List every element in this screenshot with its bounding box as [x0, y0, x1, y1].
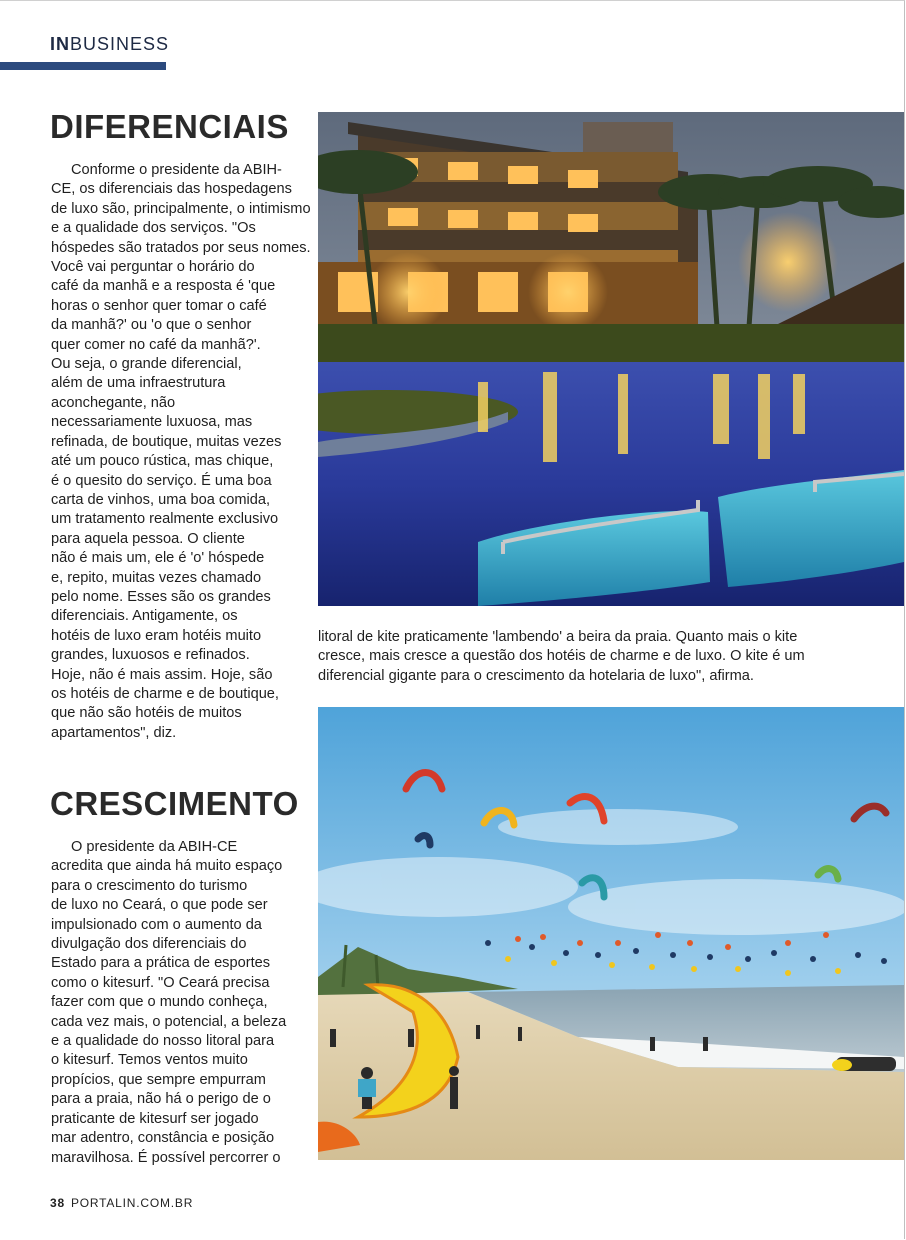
text-line: até um pouco rústica, mas chique, — [51, 453, 274, 470]
text-line: grandes, luxuosos e refinados. — [51, 647, 250, 664]
text-line: diferencial gigante para o crescimento da hotelaria de luxo", afirma. — [318, 667, 754, 684]
section-tag-bold: IN — [50, 34, 70, 54]
crescimento-heading: CRESCIMENTO — [50, 785, 299, 822]
text-line: propícios, que sempre empurram — [51, 1071, 266, 1088]
text-line: e, repito, muitas vezes chamado — [51, 569, 262, 586]
text-line: cada vez mais, o potencial, a beleza — [51, 1013, 287, 1030]
section-tag-bar — [0, 62, 166, 70]
text-line: e a qualidade dos serviços. "Os — [51, 220, 256, 237]
text-line: acredita que ainda há muito espaço — [51, 858, 283, 875]
text-line: além de uma infraestrutura — [51, 375, 226, 392]
text-line: e a qualidade do nosso litoral para — [51, 1033, 275, 1050]
text-line: impulsionado com o aumento da — [51, 916, 262, 933]
text-line: pelo nome. Esses são os grandes — [51, 588, 271, 605]
text-line: aconchegante, não — [51, 394, 176, 411]
text-line: que não são hotéis de muitos — [51, 705, 242, 722]
page-number: 38 — [50, 1196, 65, 1210]
text-line: para a praia, não há o perigo de o — [51, 1091, 271, 1108]
text-line: da manhã?' ou 'o que o senhor — [51, 317, 252, 334]
section-tag-rest: BUSINESS — [70, 34, 170, 54]
text-line: praticante de kitesurf ser jogado — [51, 1110, 259, 1127]
text-line: de luxo são, principalmente, o intimismo — [51, 200, 311, 217]
text-line: necessariamente luxuosa, mas — [51, 414, 253, 431]
kitesurf-beach-photo — [318, 707, 904, 1160]
text-line: litoral de kite praticamente 'lambendo' a beira da praia. Quanto mais o kite — [318, 629, 798, 645]
crescimento-body — [51, 838, 301, 1168]
text-line: mar adentro, constância e posição — [51, 1130, 275, 1147]
text-line: para aquela pessoa. O cliente — [51, 530, 245, 547]
text-line: não é mais um, ele é 'o' hóspede — [51, 550, 265, 567]
text-line: Você vai perguntar o horário do — [51, 259, 255, 276]
text-line: um tratamento realmente exclusivo — [51, 511, 279, 528]
text-line: refinada, de boutique, muitas vezes — [51, 433, 282, 450]
text-line: para o crescimento do turismo — [51, 877, 248, 894]
text-line: apartamentos", diz. — [51, 724, 177, 741]
text-line: Conforme o presidente da ABIH- — [71, 162, 282, 178]
text-line: os hotéis de charme e de boutique, — [51, 685, 279, 702]
section-tag — [50, 34, 169, 55]
text-line: hotéis de luxo eram hotéis muito — [51, 627, 262, 644]
text-line: divulgação dos diferenciais do — [51, 936, 247, 953]
footer-site: PORTALIN.COM.BR — [70, 1196, 194, 1210]
text-line: o kitesurf. Temos ventos muito — [51, 1052, 248, 1069]
diferenciais-body — [51, 161, 311, 743]
text-line: diferenciais. Antigamente, os — [51, 608, 238, 625]
text-line: quer comer no café da manhã?'. — [51, 336, 261, 353]
diferenciais-heading: DIFERENCIAIS — [50, 108, 289, 145]
text-line: hóspedes são tratados por seus nomes. — [51, 239, 311, 256]
page-footer — [50, 1196, 193, 1210]
text-line: Estado para a prática de esportes — [51, 955, 271, 972]
text-line: CE, os diferenciais das hospedagens — [51, 181, 292, 198]
text-line: fazer com que o mundo conheça, — [51, 994, 268, 1011]
text-line: maravilhosa. É possível percorrer o — [51, 1149, 281, 1166]
continuation-body — [318, 628, 904, 686]
text-line: Ou seja, o grande diferencial, — [51, 356, 242, 373]
text-line: carta de vinhos, uma boa comida, — [51, 491, 271, 508]
text-line: de luxo no Ceará, o que pode ser — [51, 897, 268, 914]
text-line: horas o senhor quer tomar o café — [51, 297, 267, 314]
text-line: como o kitesurf. "O Ceará precisa — [51, 974, 270, 991]
text-line: cresce, mais cresce a questão dos hotéis de charme e de luxo. O kite é um — [318, 648, 805, 665]
text-line: O presidente da ABIH-CE — [71, 839, 238, 855]
text-line: é o quesito do serviço. É uma boa — [51, 472, 272, 489]
text-line: Hoje, não é mais assim. Hoje, são — [51, 666, 273, 683]
resort-pool-photo — [318, 112, 904, 606]
text-line: café da manhã e a resposta é 'que — [51, 278, 276, 295]
